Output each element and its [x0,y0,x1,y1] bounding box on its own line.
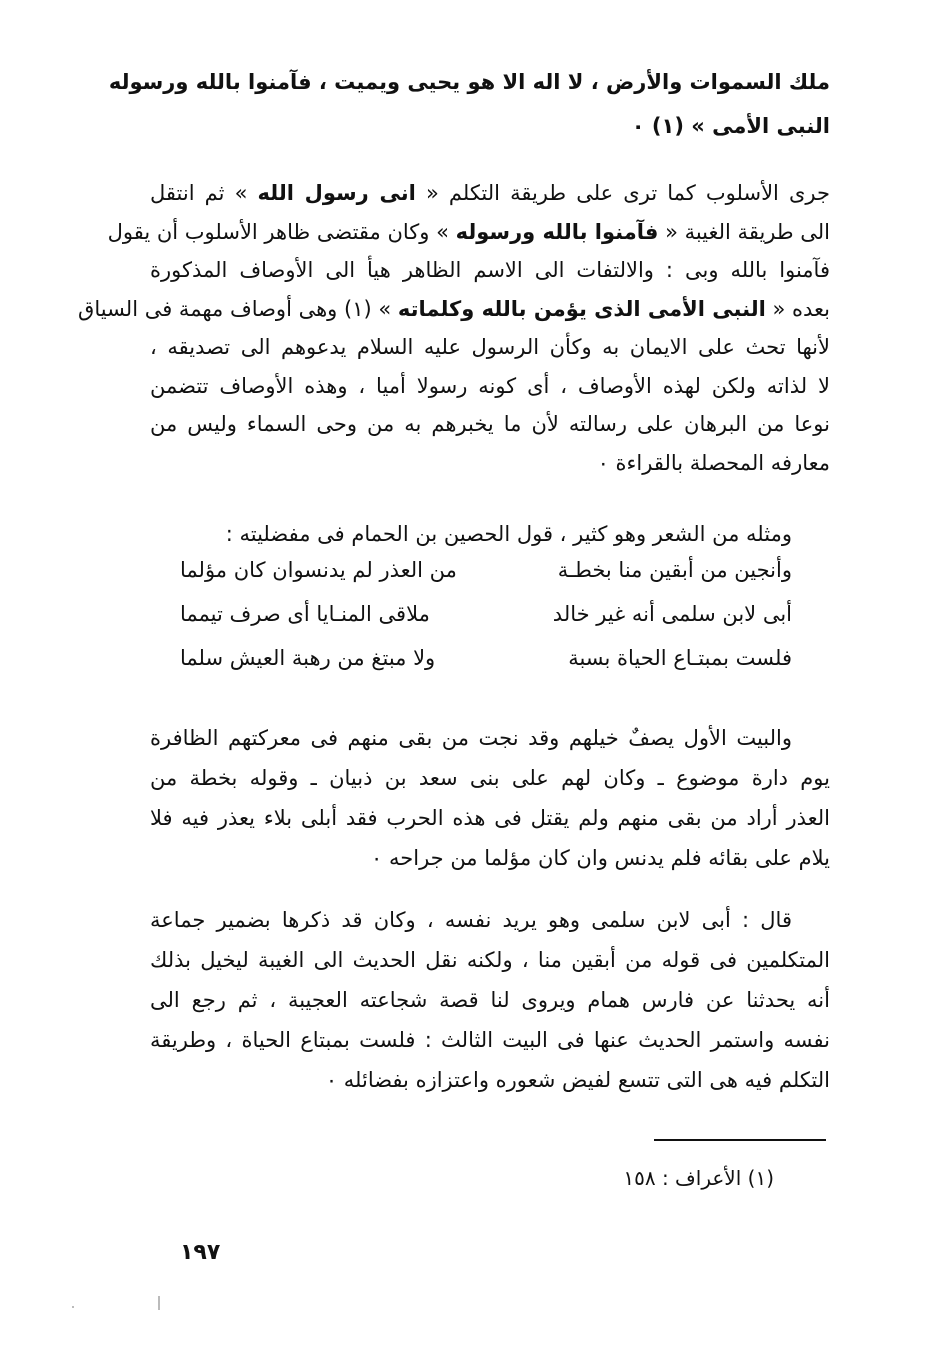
paragraph-1-line-2 [107,213,830,252]
scan-speck [72,1306,74,1308]
paragraph-3-line-3: أنه يحدثنا عن فارس همام ويروى لنا قصة شجاعته العجيبة ، ثم رجع الى [150,988,830,1012]
scan-speck [158,1296,160,1310]
hemistich-second: ولا مبتغ من رهبة العيش سلما [180,646,436,670]
paragraph-1-line-1 [150,174,830,213]
poem [150,558,830,690]
paragraph-2-line-4: يلام على بقائه فلم يدنس وان كان مؤلما من جراحه ٠ [371,846,830,870]
poetry-intro-line: ومثله من الشعر وهو كثير ، قول الحصين بن الحمام فى مفضليته : [225,522,792,546]
text-run: بعده « [765,296,830,321]
paragraph-2 [150,718,830,878]
quoted-verse: النبى الأمى الذى يؤمن بالله وكلماته [397,296,766,321]
page-number: ١٩٧ [180,1240,221,1265]
opening-verse [108,60,830,148]
verse-line-1: ملك السموات والأرض ، لا اله الا هو يحيى ويميت ، فآمنوا بالله ورسوله [108,70,830,94]
paragraph-1-line-5: لأنها تحث على الايمان به وكأن الرسول عليه السلام يدعوهم الى تصديقه ، [150,335,830,359]
paragraph-1-line-6: لا لذاته ولكن لهذه الأوصاف ، أى كونه رسولا أميا ، وهذه الأوصاف تتضمن [150,373,830,398]
footnote-divider [654,1139,826,1141]
paragraph-1-line-7: نوعا من البرهان على رسالته لأن ما يخبرهم به من وحى السماء وليس من [150,412,830,436]
paragraph-1 [78,174,830,482]
paragraph-1-line-3: فآمنوا بالله وبى : والالتفات الى الاسم الظاهر هيأ الى الأوصاف المذكورة [150,258,830,282]
poetry-intro [150,515,830,554]
text-run: جرى الأسلوب كما ترى على طريقة التكلم « [415,181,830,205]
footnote: (١) الأعراف : ١٥٨ [623,1166,774,1190]
paragraph-1-line-4 [78,290,830,329]
hemistich-first: وأنجين من أبقين منا بخطـة [557,558,792,582]
paragraph-2-line-1: والبيت الأول يصفٌ خيلهم وقد نجت من بقى منهم فى معركتهم الظافرة [150,726,792,750]
verse-line-2: النبى الأمى » (١) ٠ [631,114,830,138]
paragraph-3-line-1: قال : أبى لابن سلمى وهو يريد نفسه ، وكان قد ذكرها بضمير جماعة [150,908,792,932]
hemistich-first: فلست بمبتـاع الحياة بسبة [568,646,792,670]
quoted-verse: انى رسول الله [257,181,416,205]
text-run: » (١) وهى أوصاف مهمة فى السياق [78,296,398,321]
paragraph-3 [150,900,830,1100]
paragraph-3-line-5: التكلم فيه هى التى تتسع لفيض شعوره واعتزازه بفضائله ٠ [325,1068,830,1092]
poem-verse-1 [150,558,830,602]
text-run: » ثم انتقل [150,181,258,205]
paragraph-1-line-8: معارفه المحصلة بالقراءة ٠ [597,450,830,475]
paragraph-3-line-4: نفسه واستمر الحديث عنها فى البيت الثالث : فلست بمبتاع الحياة ، وطريقة [150,1028,830,1052]
paragraph-3-line-2: المتكلمين فى قوله من أبقين منا ، ولكنه نقل الحديث الى الغيبة ليخيل بذلك [150,948,830,972]
hemistich-second: ملاقى المنـايا أى صرف تيمما [180,602,430,626]
text-run: الى طريقة الغيبة « [658,219,830,244]
hemistich-first: أبى لابن سلمى أنه غير خالد [552,602,792,626]
poem-verse-2 [150,602,830,646]
quoted-verse: فآمنوا بالله ورسوله [455,219,659,244]
paragraph-2-line-3: العذر أراد من بقى منهم ولم يقتل فى هذه الحرب فقد أبلى بلاء يعذر فيه فلا [150,806,830,830]
paragraph-2-line-2: يوم دارة موضوع ـ وكان لهم على بنى سعد بن ذبيان ـ وقوله بخطة من [150,766,830,790]
poem-verse-3 [150,646,830,690]
text-run: » وكان مقتضى ظاهر الأسلوب أن يقول [107,219,456,244]
hemistich-second: من العذر لم يدنسوان كان مؤلما [180,558,457,582]
